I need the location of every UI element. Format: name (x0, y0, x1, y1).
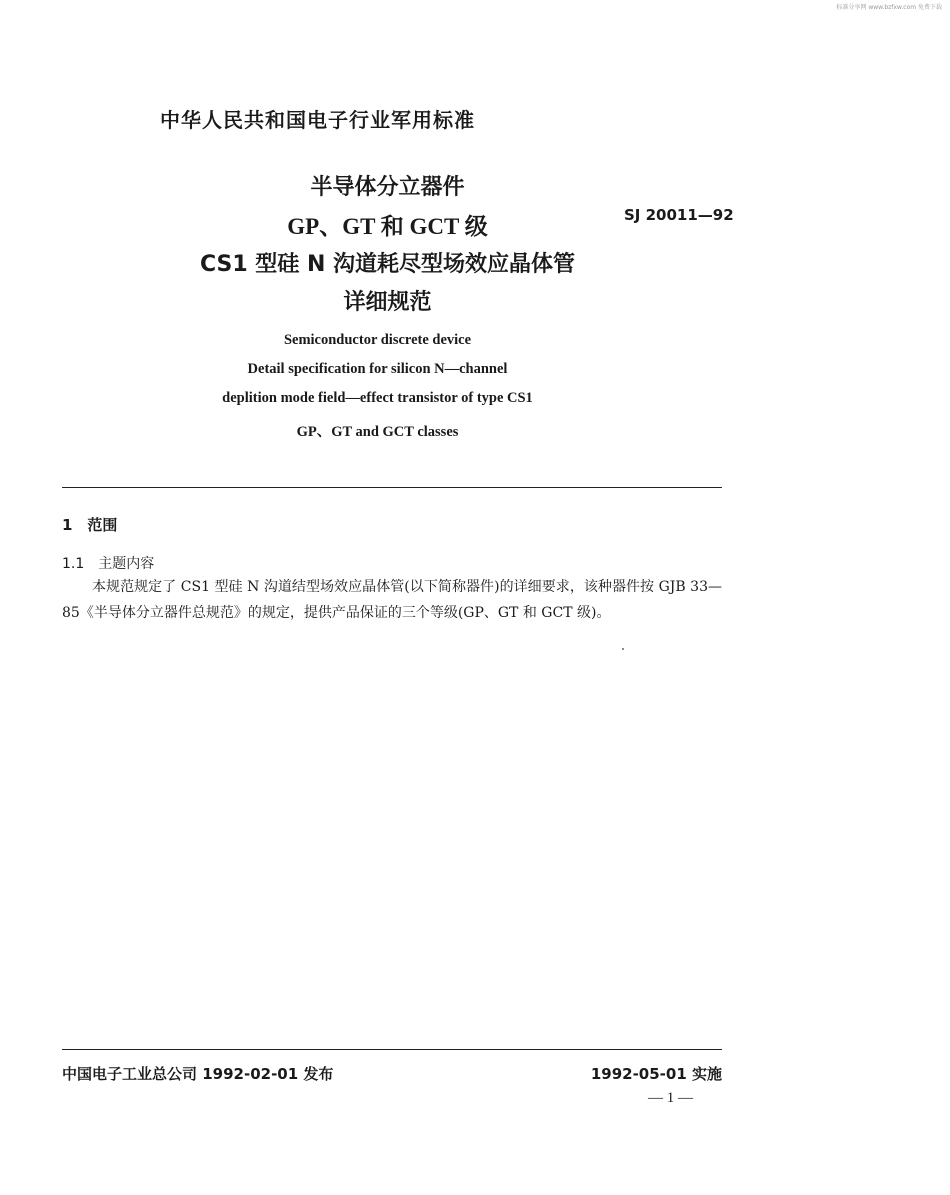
footer-divider (62, 1049, 722, 1050)
title-en-line2: Detail specification for silicon N—channel (247, 361, 508, 377)
title-cn-line1: 半导体分立器件 (310, 175, 465, 200)
title-en-line3: deplition mode field—effect transistor of type CS1 (222, 390, 533, 406)
title-en-line1: Semiconductor discrete device (283, 332, 472, 348)
page-number: — 1 — (648, 1090, 693, 1106)
scope-paragraph: 本规范规定了 CS1 型硅 N 沟道结型场效应晶体管(以下简称器件)的详细要求，该种器件按 GJB 33—85《半导体分立器件总规范》的规定，提供产品保证的三个等级(GP、GT 和 GCT 级)。 (62, 579, 722, 621)
section-heading: 1 范围 (62, 516, 118, 534)
watermark-text: 标准分享网 www.bzfxw.com 免费下载 (836, 4, 942, 11)
scan-speck (622, 648, 624, 650)
title-cn-line3: CS1 型硅 N 沟道耗尽型场效应晶体管 (199, 252, 576, 277)
standard-number: SJ 20011—92 (624, 206, 734, 224)
title-en-line4: GP、GT and GCT classes (296, 424, 459, 440)
header-divider (62, 487, 722, 488)
subsection-heading: 1.1 主题内容 (62, 556, 155, 572)
issue-date: 中国电子工业总公司 1992-02-01 发布 (62, 1065, 334, 1083)
standard-category: 中华人民共和国电子行业军用标准 (160, 108, 475, 132)
effective-date: 1992-05-01 实施 (590, 1065, 722, 1083)
body-paragraph-container (62, 574, 722, 626)
title-cn-line4: 详细规范 (343, 290, 432, 315)
title-cn-line2: GP、GT 和 GCT 级 (287, 214, 488, 239)
